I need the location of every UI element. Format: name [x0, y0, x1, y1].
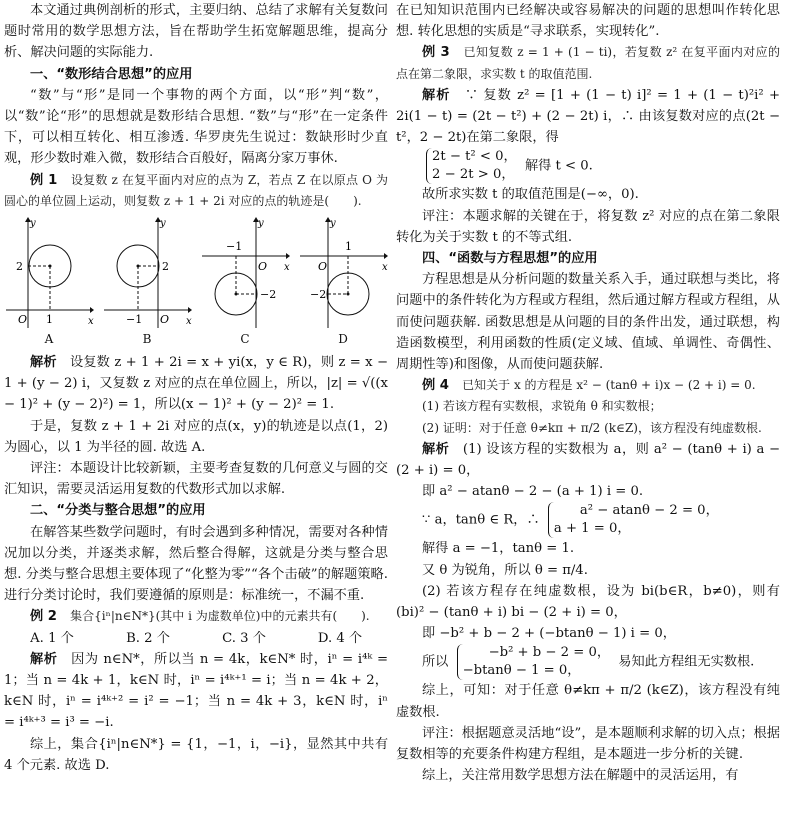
solution-4-conclusion: 综上，可知：对于任意 θ≠kπ + π/2 (k∈Z)，该方程没有纯虚数根. [396, 683, 780, 720]
equation-2b: −btanθ − 1 = 0， [462, 663, 581, 679]
solution-4-line-2: 即 a² − atanθ − 2 − (a + 1) i = 0. [422, 484, 644, 500]
solution-1-text: 设复数 z + 1 + 2i = x + yi(x，y ∈ R)，则 z = x − 1 + (y − 2) i，又复数 z 对应的点在单位圆上，所以，|z| = √((x − 1)² + (y − 2)²) = 1，所以(x − 1)² + (y − 2)² = 1. [4, 355, 389, 413]
solution-4-line-7: 即 −b² + b − 2 + (−btanθ − 1) i = 0， [422, 626, 676, 642]
svg-text:x: x [382, 262, 388, 274]
svg-text:1: 1 [345, 240, 352, 254]
svg-text:1: 1 [46, 313, 53, 327]
closing-line: 综上，关注常用数学思想方法在解题中的灵活运用，有 [422, 768, 739, 784]
figure-a-label: A [44, 332, 54, 347]
svg-text:x: x [284, 262, 290, 274]
figure-d-graph [298, 216, 388, 332]
solution-3 [396, 85, 780, 149]
section-1-paragraph: “数”与“形”是同一个事物的两个方面，以“形”判“数”，以“数”论“形”的思想就是数形结合思想. “数”与“形”在一定条件下，可以相互转化、相互渗透. 华罗庚先生说过：数缺形时少直观，形少数时难入微，数形结合百般好，隔离分家万事休. [4, 87, 388, 167]
right-column [396, 0, 780, 787]
solution-4-label: 解析 [422, 441, 450, 457]
option-b: B. 2 个 [126, 630, 170, 646]
figure-b-label: B [142, 332, 152, 347]
example-1-figures [4, 216, 388, 350]
section-1-heading: 一、“数形结合思想”的应用 [30, 66, 193, 82]
solution-4-line-8-suffix: 易知此方程组无实数根. [618, 654, 755, 670]
equation-system-1 [548, 502, 719, 538]
solution-3-label: 解析 [422, 87, 451, 103]
figure-c [200, 216, 290, 350]
solution-3-result: 解得 t < 0. [524, 158, 593, 174]
intro-paragraph: 本文通过典例剖析的形式，主要归纳、总结了求解有关复数问题时常用的数学思想方法，旨在帮助学生拓宽解题思维，提高分析、解决问题的实际能力. [4, 3, 388, 61]
option-a: A. 1 个 [30, 630, 74, 646]
svg-text:−2: −2 [260, 288, 277, 302]
svg-text:2: 2 [162, 260, 169, 274]
solution-4-line-5: 又 θ 为锐角，所以 θ = π/4. [422, 562, 588, 578]
example-1 [4, 170, 388, 212]
inequality-system [426, 148, 517, 184]
solution-4-line-8 [396, 644, 780, 680]
solution-2-text: 因为 n∈N*，所以当 n = 4k，k∈N* 时，iⁿ = i⁴ᵏ = 1；当 n = 4k + 1，k∈N 时，iⁿ = i⁴ᵏ⁺¹ = i；当 n = 4k + 2，k∈N 时，iⁿ = i⁴ᵏ⁺² = i² = −1；当 n = 4k + 3，k∈N 时，iⁿ = i⁴ᵏ⁺³ = i³ = −i. [4, 651, 388, 731]
solution-4-line-3-prefix: ∵ a，tanθ ∈ R，∴ [422, 512, 540, 528]
continued-paragraph: 在已知知识范围内已经解决或容易解决的问题的思想叫作转化思想. 转化思想的实质是“寻求联系，实现转化”. [396, 3, 780, 40]
equation-system-2 [457, 644, 611, 680]
section-4-heading: 四、“函数与方程思想”的应用 [422, 251, 598, 267]
option-c: C. 3 个 [222, 630, 266, 646]
section-2-heading: 二、“分类与整合思想”的应用 [30, 503, 206, 519]
comment-3: 评注：本题求解的关键在于，将复数 z² 对应的点在第二象限转化为关于实数 t 的不等式组. [396, 208, 780, 245]
inequality-1: 2t − t² < 0， [432, 149, 517, 165]
svg-text:y: y [30, 218, 36, 230]
example-1-label: 例 1 [30, 172, 58, 188]
example-3-label: 例 3 [422, 45, 450, 61]
solution-4-line-3 [396, 502, 780, 538]
option-d: D. 4 个 [317, 630, 363, 646]
solution-1-label: 解析 [30, 355, 57, 371]
svg-text:−1: −1 [226, 240, 243, 254]
equation-1b: a + 1 = 0， [553, 521, 631, 537]
example-1-text: 设复数 z 在复平面内对应的点为 Z，若点 Z 在以原点 O 为圆心的单位圆上运动，则复数 z + 1 + 2i 对应的点的轨迹是( ). [4, 172, 389, 208]
svg-text:y: y [330, 218, 336, 230]
figure-d [298, 216, 388, 350]
svg-text:y: y [160, 218, 166, 230]
example-3-text: 已知复数 z = 1 + (1 − ti)，若复数 z² 在复平面内对应的点在第二象限，求实数 t 的取值范围. [396, 45, 780, 81]
example-4 [396, 375, 780, 396]
section-4-paragraph: 方程思想是从分析问题的数量关系入手，通过联想与类比，将问题中的条件转化为方程或方程组，然后通过解方程或方程组，从而使问题获解. 函数思想是从问题的目的条件出发，通过联想，构造函数模型，利用函数的性质(定义域、值域、单调性、奇偶性、周期性等)和图像，从而使问题获解. [396, 272, 780, 373]
figure-c-label: C [240, 332, 250, 347]
example-4-question-1: (1) 若该方程有实数根，求锐角 θ 和实数根； [422, 399, 662, 414]
solution-3-system [396, 148, 780, 184]
figure-b [102, 216, 192, 350]
svg-text:O: O [258, 260, 268, 274]
solution-4-line-8-prefix: 所以 [422, 654, 449, 670]
example-2-text: 集合{iⁿ|n∈N*}(其中 i 为虚数单位)中的元素共有( ). [70, 609, 370, 624]
left-column [4, 0, 388, 776]
figure-d-label: D [338, 332, 348, 347]
example-2-options [4, 628, 388, 649]
svg-text:y: y [258, 218, 264, 230]
figure-c-graph [200, 216, 290, 332]
solution-3-text: ∵ 复数 z² = [1 + (1 − t) i]² = 1 + (1 − t)²i² + 2i(1 − t) = (2t − t²) + (2 − 2t) i，∴ 由该复数对应的点(2t − t²，2 − 2t)在第二象限，得 [396, 87, 781, 146]
figure-a [4, 216, 94, 350]
svg-text:O: O [318, 260, 328, 274]
example-4-question-2: (2) 证明：对于任意 θ≠kπ + π/2 (k∈Z)，该方程没有纯虚数根. [422, 420, 762, 435]
example-2 [4, 606, 388, 627]
example-4-text: 已知关于 x 的方程是 x² − (tanθ + i)x − (2 + i) = 0. [462, 378, 756, 393]
example-3 [396, 42, 780, 84]
svg-text:x: x [186, 316, 192, 328]
solution-4-text: (1) 设该方程的实数根为 a，则 a² − (tanθ + i) a − (2 + i) = 0， [396, 441, 781, 479]
comment-1: 评注：本题设计比较新颖，主要考查复数的几何意义与圆的交汇知识，需要灵活运用复数的代数形式加以求解. [4, 461, 388, 498]
solution-2-conclusion: 综上，集合{iⁿ|n∈N*} = {1，−1，i，−i}，显然其中共有 4 个元素. 故选 D. [4, 736, 388, 773]
solution-1 [4, 352, 388, 416]
inequality-2: 2 − 2t > 0， [432, 167, 515, 183]
svg-text:O: O [18, 313, 28, 327]
example-4-label: 例 4 [422, 378, 449, 394]
figure-b-graph [102, 216, 192, 332]
svg-text:2: 2 [16, 260, 23, 274]
svg-text:−1: −1 [126, 313, 143, 327]
equation-1a: a² − atanθ − 2 = 0， [579, 503, 719, 519]
figure-a-graph [4, 216, 94, 332]
svg-text:x: x [88, 316, 94, 328]
solution-2-label: 解析 [30, 651, 58, 667]
svg-text:−2: −2 [310, 288, 327, 302]
solution-4-line-4: 解得 a = −1，tanθ = 1. [422, 541, 575, 557]
section-2-paragraph: 在解答某些数学问题时，有时会遇到多种情况，需要对各种情况加以分类，并逐类求解，然后整合得解，这就是分类与整合思想. 分类与整合思想主要体现了“化整为零”“各个击破”的解题策略. 进行分类讨论时，我们要遵循的原则是：标准统一，不漏不重. [4, 524, 388, 604]
example-2-label: 例 2 [30, 609, 57, 625]
svg-text:O: O [160, 313, 170, 327]
solution-3-conclusion: 故所求实数 t 的取值范围是(−∞，0). [422, 187, 639, 203]
comment-4: 评注：根据题意灵活地“设”，是本题顺利求解的切入点；根据复数相等的充要条件构建方程组，是本题进一步分析的关键. [396, 725, 780, 763]
solution-2 [4, 649, 388, 734]
equation-2a: −b² + b − 2 = 0， [488, 645, 611, 661]
solution-4-line-6: (2) 若该方程存在纯虚数根，设为 bi(b∈R，b≠0)，则有(bi)² − (tanθ + i) bi − (2 + i) = 0， [396, 583, 780, 621]
solution-1-conclusion: 于是，复数 z + 1 + 2i 对应的点(x，y)的轨迹是以点(1，2)为圆心，以 1 为半径的圆. 故选 A. [4, 418, 388, 455]
solution-4 [396, 439, 780, 481]
